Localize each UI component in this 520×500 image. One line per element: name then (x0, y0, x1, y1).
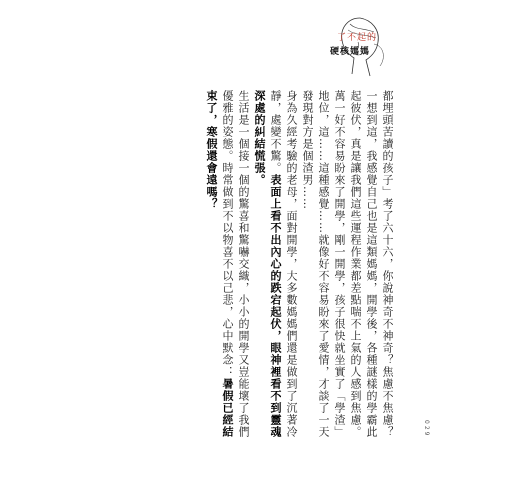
paragraph-1 (379, 90, 395, 440)
paragraph-5-bold: 暑假已經結束了，寒假還會遠嗎？ (205, 90, 234, 438)
paragraph-5 (203, 90, 251, 440)
chapter-subtitle: 硬核媽媽 (330, 47, 371, 57)
paragraph-4-text: 身為久經考驗的老母，面對開學，大多數媽媽們還是做到了沉著冷靜，處變不驚。 (269, 90, 298, 438)
body-text (205, 90, 395, 440)
paragraph-2-text: 一想到這，我感覺自己也是這類媽媽，開學後，各種謎樣的學霸此起彼伏，真是讓我們這些運程作業都差點喘不上氣的人感到焦慮。 (349, 90, 378, 438)
paragraph-4 (251, 90, 299, 440)
page-number: 029 (423, 420, 430, 438)
paragraph-3-text: 萬一好不容易盼來了開學，剛一開學，孩子很快就坐實了「學渣」地位，這……這種感覺……就像好不容易盼來了愛情，才談了一天發現對方是個渣男…… (301, 90, 346, 438)
paragraph-5-text: 生活是一個接一個的驚喜和驚嚇交織，小小的開學又豈能壞了我們優雅的姿態。時常做到不以物喜不以己悲，心中默念： (221, 90, 250, 438)
paragraph-3 (299, 90, 347, 440)
paragraph-4-bold: 表面上看不出內心的跌宕起伏，眼神裡看不到靈魂深處的糾結慌張。 (253, 90, 282, 438)
chapter-title: 了不起的 (337, 33, 378, 43)
paragraph-2 (347, 90, 379, 440)
paragraph-1-text: 都埋頭苦讀的孩子」考了六十六，你說神奇不神奇？焦慮不焦慮？ (381, 90, 394, 438)
